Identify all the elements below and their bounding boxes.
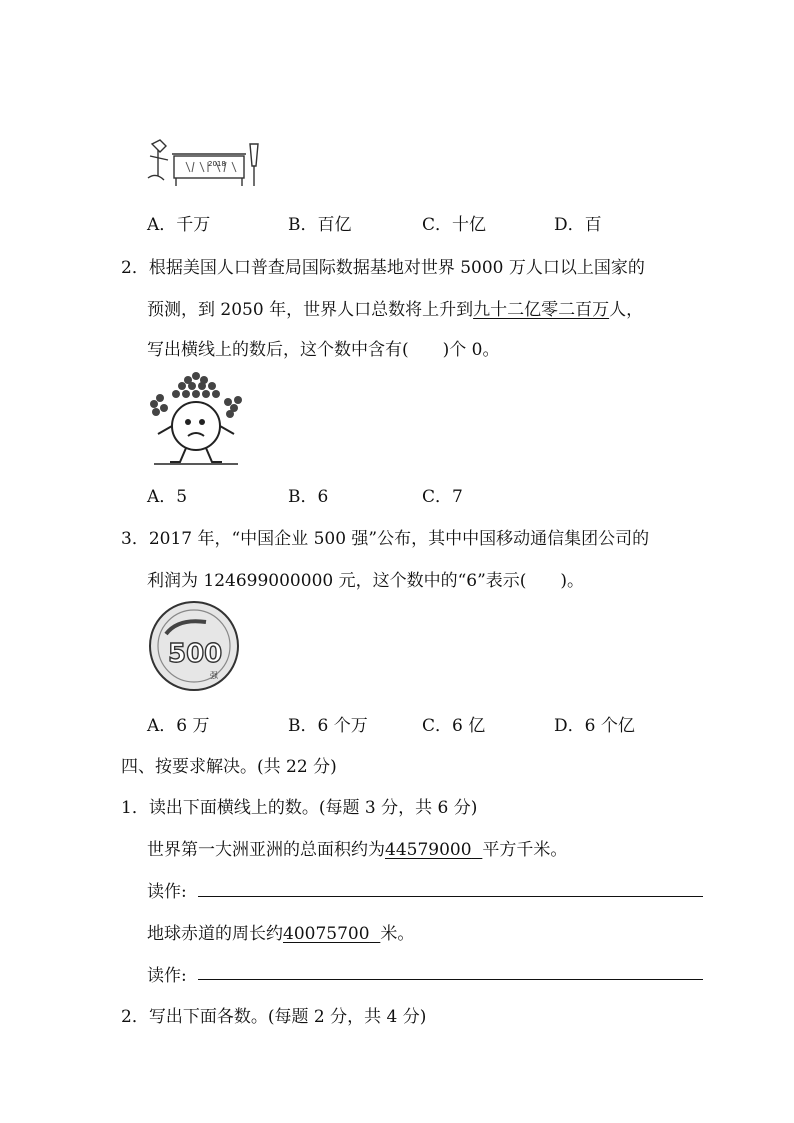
answer-line-1[interactable] <box>198 896 703 897</box>
read-label-2: 读作: <box>147 966 187 986</box>
cartoon-globe-image <box>144 364 248 468</box>
sub1-item2-number: 40075700 <box>283 924 370 944</box>
q1-option-d: D．百 <box>554 215 602 235</box>
sub1-item1-number: 44579000 <box>385 840 472 860</box>
sub1-item2-post: 米。 <box>380 924 415 944</box>
sub1-item2-pre: 地球赤道的周长约 <box>147 924 283 944</box>
q2-line1: 2．根据美国人口普查局国际数据基地对世界 5000 万人口以上国家的 <box>121 258 645 278</box>
q3-line2: 利润为 124699000000 元，这个数中的“6”表示( )。 <box>147 571 585 591</box>
read-label-1: 读作: <box>147 882 187 902</box>
q3-line1: 3．2017 年，“中国企业 500 强”公布，其中中国移动通信集团公司的 <box>121 529 650 549</box>
q2-option-c: C．7 <box>422 487 463 507</box>
sub1-item1 <box>147 835 567 860</box>
sub1-item2 <box>147 919 414 944</box>
badge-strong-text: 强 <box>210 671 218 680</box>
sub1-item1-post: 平方千米。 <box>482 840 568 860</box>
section4-sub2-title: 2．写出下面各数。(每题 2 分，共 4 分) <box>121 1007 427 1027</box>
answer-line-2[interactable] <box>198 979 703 980</box>
banner-2018-image <box>146 136 266 190</box>
q3-option-b: B．6 个万 <box>288 716 368 736</box>
q1-option-a: A．千万 <box>147 215 211 235</box>
q1-option-c: C．十亿 <box>422 215 487 235</box>
q2-option-a: A．5 <box>147 487 188 507</box>
svg-text:2018: 2018 <box>208 160 226 168</box>
section4-title: 四、按要求解决。(共 22 分) <box>121 757 337 777</box>
q3-option-c: C．6 亿 <box>422 716 486 736</box>
q2-underlined-number: 九十二亿零二百万 <box>473 300 610 320</box>
sub1-item1-pre: 世界第一大洲亚洲的总面积约为 <box>147 840 385 860</box>
q2-line2-pre: 预测，到 2050 年，世界人口总数将上升到 <box>147 300 474 320</box>
q2-line3: 写出横线上的数后，这个数中含有( )个 0。 <box>147 340 500 360</box>
q2-option-b: B．6 <box>288 487 329 507</box>
section4-sub1-title: 1．读出下面横线上的数。(每题 3 分，共 6 分) <box>121 798 478 818</box>
q1-option-b: B．百亿 <box>288 215 352 235</box>
q2-line2-post: 人， <box>609 300 644 320</box>
q3-option-d: D．6 个亿 <box>554 716 635 736</box>
500-badge-image <box>148 600 240 692</box>
underline-tail <box>370 924 381 944</box>
badge-500-text: 500 <box>168 639 223 669</box>
q3-option-a: A．6 万 <box>147 716 210 736</box>
underline-tail <box>472 840 483 860</box>
q2-line2 <box>147 295 643 320</box>
